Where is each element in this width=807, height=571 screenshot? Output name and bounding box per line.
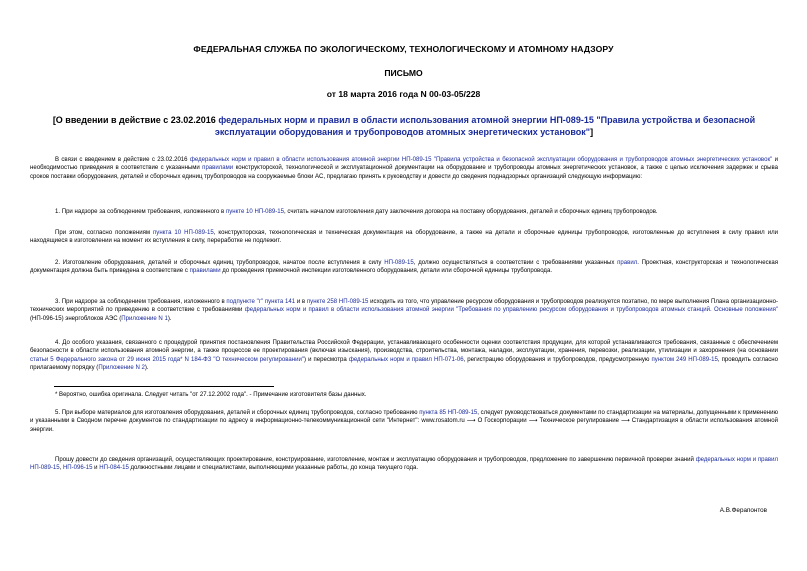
paragraph-intro: В связи с введением в действие с 23.02.2016 федеральных норм и правил в области использования атомной энергии НП-089-15 "Правила устройства и безопасной эксплуатации оборудования и трубопроводов атомных энергетических установок" и необходимостью приведения в соответствие с указанными правилами конструкторской, технологической и эксплуатационной документации на оборудование и трубопроводы атомных энергетических установок, а также с целью исключения задержек и срыва сроков поставки оборудования, деталей и сборочных единиц трубопроводов на сооружаемые блоки АС, предлагаю принять к руководству и довести до сведения поднадзорных организаций следующую информацию:: [30, 157, 779, 180]
link-np-071-06[interactable]: федеральных норм и правил НП-071-06: [348, 356, 464, 363]
subtitle-link-np-089-15[interactable]: федеральных норм и правил в области использования атомной энергии НП-089-15 "Правила устройства и безопасной эксплуатации оборудования и трубопроводов атомных энергетических установок": [214, 115, 756, 137]
link-clause-249[interactable]: пунктом 249 НП-089-15: [651, 356, 718, 363]
agency-title: ФЕДЕРАЛЬНАЯ СЛУЖБА ПО ЭКОЛОГИЧЕСКОМУ, ТЕХНОЛОГИЧЕСКОМУ И АТОМНОМУ НАДЗОРУ: [193, 44, 614, 54]
link-appendix-2[interactable]: Приложение N 2: [98, 365, 145, 372]
paragraph-5: 5. При выборе материалов для изготовления оборудования, деталей и сборочных единиц трубопроводов, согласно требованию пункта 85 НП-089-15, следует руководствоваться документами по стандартизации на материалы, допущенными к применению и указанными в Сводном перечне документов по стандартизации по адресу в информационно-телекоммуникационной сети "Интернет": www.rosatom.ru ⟶ О Госкорпорации ⟶ Техническое регулирование ⟶ Стандартизация в области использования атомной энергии.: [30, 410, 778, 433]
arrow-right-icon: ⟶: [464, 418, 478, 425]
paragraph-3: 3. При надзоре за соблюдением требования, изложенного в подпункте "г" пункта 141 и в пункте 258 НП-089-15 исходить из того, что управление ресурсом оборудования и трубопроводов реализуется поэтапно, по мере выполнения Плана организационно-технических мероприятий по приведению в соответствие с требованиями федеральных норм и правил в области использования атомной энергии "Требования по управлению ресурсом оборудования и трубопроводов атомных станций. Основные положения" (НП-096-15) энергоблоков АЭС (Приложение N 1).: [30, 299, 778, 322]
link-rules-3[interactable]: правилами: [189, 268, 221, 275]
paragraph-4: 4. До особого указания, связанного с процедурой принятия постановления Правительства Российской Федерации, устанавливающего особенности оценки соответствия продукции, для которой устанавливаются требования, связанные с обеспечением безопасности в области использования атомной энергии, а также процессов ее проектирования (включая изыскания), производства, строительства, монтажа, наладки, эксплуатации, хранения, перевозки, реализации, утилизации и захоронения (на основании статьи 5 Федерального закона от 29 июня 2015 года* N 184-ФЗ "О техническом регулировании") и пересмотра федеральных норм и правил НП-071-06, регистрацию оборудования и трубопроводов, предусмотренную пунктом 249 НП-089-15, проводить согласно прилагаемому порядку (Приложение N 2).: [30, 340, 778, 372]
footnote-divider: [54, 386, 274, 387]
link-appendix-1[interactable]: Приложение N 1: [121, 315, 168, 322]
footnote: * Вероятно, ошибка оригинала. Следует читать "от 27.12.2002 года". - Примечание изготовителя базы данных.: [55, 392, 367, 398]
link-subclause-141[interactable]: подпункте "г" пункта 141: [226, 299, 296, 305]
paragraph-1: 1. При надзоре за соблюдением требования, изложенного в пункте 10 НП-089-15, считать началом изготовления дату заключения договора на поставку оборудования, деталей и сборочных единиц трубопроводов.: [55, 209, 658, 215]
link-np-089-15-c[interactable]: федеральных норм и правил НП-089-15: [30, 457, 778, 472]
link-rules-2[interactable]: правил: [617, 260, 638, 266]
link-np-089-15[interactable]: федеральных норм и правил в области использования атомной энергии НП-089-15 "Правила устройства и безопасной эксплуатации оборудования и трубопроводов атомных энергетических установок": [189, 157, 773, 163]
link-clause-10[interactable]: пункте 10 НП-089-15: [225, 209, 285, 215]
link-clause-10b[interactable]: пункта 10 НП-089-15: [153, 230, 214, 236]
arrow-right-icon: ⟶: [526, 418, 540, 425]
link-np-089[interactable]: НП-089-15: [384, 260, 414, 266]
document-date-number: от 18 марта 2016 года N 00-03-05/228: [326, 89, 481, 99]
arrow-right-icon: ⟶: [618, 418, 632, 425]
link-federal-law-184[interactable]: статьи 5 Федерального закона от 29 июня 2015 года* N 184-ФЗ "О техническом регулировании": [30, 356, 304, 363]
link-np-096-15[interactable]: федеральных норм и правил в области использования атомной энергии "Требования по управлению ресурсом оборудования и трубопроводов атомных станций. Основные положения": [244, 307, 778, 314]
paragraph-request: Прошу довести до сведения организаций, осуществляющих проектирование, конструирование, изготовление, монтаж и эксплуатацию оборудования и трубопроводов, предложение по завершению первичной проверки знаний федеральных норм и правил НП-089-15, НП-096-15 и НП-084-15 должностными лицами и специалистами, выполняющими указанные работы, до конца текущего года.: [30, 457, 778, 472]
paragraph-1-note: При этом, согласно положениям пункта 10 НП-089-15, конструкторская, технологическая и техническая документация на оборудование, а также на детали и сборочные единицы трубопроводов, изготовленные до вступления в силу правил или находящиеся в изготовлении на момент их вступления в силу, переработке не подлежит.: [30, 230, 778, 245]
document-subtitle: [О введении в действие с 23.02.2016 федеральных норм и правил в области использования атомной энергии НП-089-15 "Правила устройства и безопасной эксплуатации оборудования и трубопроводов атомных энергетических установок"]: [52, 115, 756, 137]
signature: А.В.Ферапонтов: [719, 507, 767, 514]
link-np-096-15-b[interactable]: НП-096-15: [62, 465, 93, 472]
link-rules[interactable]: правилами: [202, 165, 234, 172]
document-type: ПИСЬМО: [384, 68, 423, 78]
paragraph-2: 2. Изготовление оборудования, деталей и сборочных единиц трубопроводов, начатое после вступления в силу НП-089-15, должно осуществляться в соответствии с требованиями указанных правил. Проектная, конструкторская и технологическая документация должна быть приведена в соответствие с правилами до проведения приемочной инспекции изготовленного оборудования, детали или сборочной единицы трубопровода.: [30, 260, 779, 275]
link-clause-258[interactable]: пункте 258 НП-089-15: [306, 299, 369, 305]
link-clause-85[interactable]: пункта 85 НП-089-15: [419, 410, 478, 416]
link-np-084-15[interactable]: НП-084-15: [99, 465, 129, 472]
